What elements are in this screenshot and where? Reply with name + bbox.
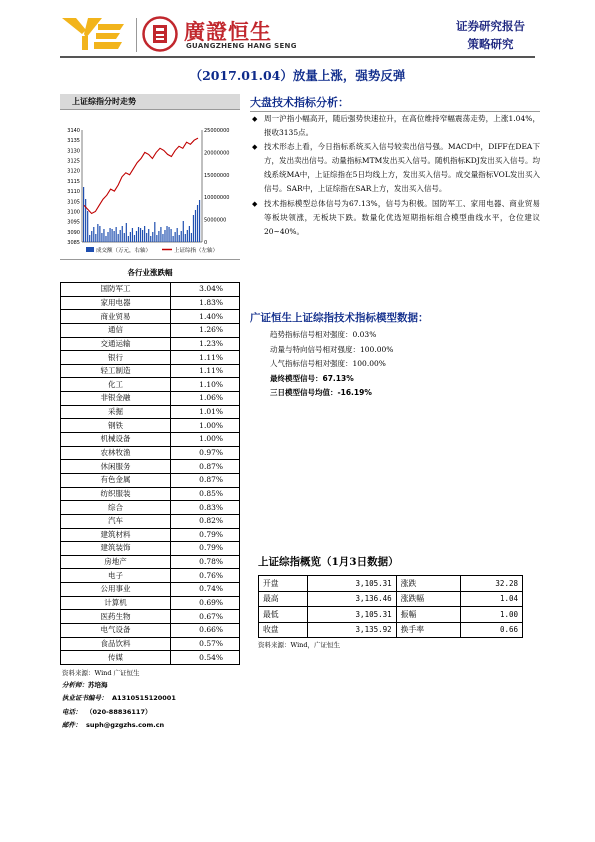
industry-name: 食品饮料	[61, 637, 171, 651]
overview-value: 32.28	[460, 576, 522, 592]
overview-value: 3,135.92	[307, 622, 396, 638]
industry-name: 计算机	[61, 596, 171, 610]
industry-change: 1.00%	[171, 419, 240, 433]
volume-bar	[126, 223, 127, 242]
industry-change: 0.83%	[171, 501, 240, 515]
industry-name: 传媒	[61, 651, 171, 665]
volume-bar	[95, 234, 96, 242]
industry-table	[60, 282, 240, 665]
industry-name: 有色金属	[61, 473, 171, 487]
industry-name: 通信	[61, 323, 171, 337]
volume-bar	[130, 232, 131, 242]
overview-value: 0.66	[460, 622, 522, 638]
email-link[interactable]: suph@gzgzhs.com.cn	[86, 721, 165, 730]
volume-bar	[111, 229, 112, 242]
industry-name: 家用电器	[61, 296, 171, 310]
industry-change: 0.79%	[171, 542, 240, 556]
overview-value: 3,105.31	[307, 576, 396, 592]
legend-volume-label: 成交额（万元，右轴）	[96, 248, 152, 254]
seal-logo-icon	[142, 16, 178, 52]
bullet-icon: ◆	[252, 115, 258, 123]
volume-bar	[164, 230, 165, 242]
industry-row	[61, 583, 240, 597]
overview-label: 开盘	[259, 576, 308, 592]
industry-change: 0.67%	[171, 610, 240, 624]
y-right-tick-label: 20000000	[204, 150, 230, 157]
industry-row	[61, 487, 240, 501]
volume-bar	[132, 228, 133, 242]
industry-row	[61, 392, 240, 406]
y-left-tick-label: 3095	[67, 219, 80, 226]
volume-bar	[85, 199, 86, 242]
y-right-tick-label: 15000000	[204, 172, 230, 179]
industry-change: 0.54%	[171, 651, 240, 665]
email-label: 邮件：	[62, 721, 82, 730]
volume-bar	[185, 234, 186, 242]
industry-change: 0.74%	[171, 583, 240, 597]
phone-number: （020-88836117）	[86, 707, 152, 716]
cert-label: 执业证书编号：	[62, 694, 108, 703]
volume-bar	[148, 229, 149, 242]
overview-table	[258, 575, 523, 638]
analysis-title: 大盘技术指标分析：	[250, 94, 540, 112]
industry-change: 0.85%	[171, 487, 240, 501]
company-name-cn: 廣證恒生	[184, 20, 272, 44]
volume-bar	[144, 226, 145, 242]
overview-label: 换手率	[396, 622, 460, 638]
industry-row	[61, 378, 240, 392]
y-left-tick-label: 3120	[67, 168, 80, 175]
overview-value: 1.00	[460, 607, 522, 623]
industry-change: 1.11%	[171, 351, 240, 365]
y-left-tick-label: 3105	[67, 199, 80, 206]
volume-bar	[99, 226, 100, 242]
analysis-text: 周一沪指小幅高开，随后强势快速拉升，在高位维持窄幅震荡走势，上涨1.04%，报收3135点。	[264, 114, 540, 138]
analysis-text: 技术形态上看，今日指标系统买入信号较卖出信号强。MACD中，DIFF在DEA下方，发出卖出信号。动量指标MTM发出买入信号。随机指标KDJ发出买入信号。均线系统MA中，上证综指在5日均线上方，发出买入信号。成交量指标VOL发出买入信号。SAR中，上证综指在SAR上方，发出买入信号。	[264, 142, 540, 194]
industry-row	[61, 405, 240, 419]
document-title: （2017.01.04）放量上涨，强势反弹	[189, 68, 406, 83]
final-signal: 最终模型信号：67.13%	[270, 373, 354, 383]
phone-line	[62, 706, 240, 720]
overview-value: 1.04	[460, 591, 522, 607]
volume-bar	[193, 215, 194, 242]
y-left-tick-label: 3115	[67, 178, 80, 185]
industry-source: 资料来源：Wind 广证恒生	[62, 668, 140, 677]
industry-row	[61, 514, 240, 528]
industry-name: 采掘	[61, 405, 171, 419]
volume-bar	[168, 227, 169, 242]
y-left-tick-label: 3140	[67, 128, 80, 134]
y-left-tick-label: 3130	[67, 148, 80, 155]
industry-change: 1.06%	[171, 392, 240, 406]
volume-bar	[116, 227, 117, 242]
volume-bar	[138, 227, 139, 242]
industry-change: 0.87%	[171, 460, 240, 474]
volume-bar	[142, 230, 143, 242]
model-title: 广证恒生上证综指技术指标模型数据：	[250, 312, 429, 324]
volume-bar	[170, 229, 171, 242]
industry-row	[61, 446, 240, 460]
volume-bar	[134, 235, 135, 242]
phone-label: 电话：	[62, 707, 82, 716]
volume-bar	[114, 231, 115, 242]
volume-bar	[181, 231, 182, 242]
overview-label: 最低	[259, 607, 308, 623]
volume-bar	[166, 226, 167, 242]
volume-bar	[124, 233, 125, 242]
industry-row	[61, 501, 240, 515]
volume-bar	[191, 233, 192, 242]
y-right-tick-label: 5000000	[204, 217, 227, 224]
overview-value: 3,136.46	[307, 591, 396, 607]
chart-panel-title: 上证综指分时走势	[60, 94, 240, 110]
industry-row	[61, 596, 240, 610]
y-right-tick-label: 0	[204, 240, 208, 246]
volume-bar	[136, 231, 137, 242]
industry-row	[61, 433, 240, 447]
industry-row	[61, 610, 240, 624]
y-right-tick-label: 10000000	[204, 195, 230, 202]
volume-bar	[173, 236, 174, 242]
volume-bar	[152, 232, 153, 242]
industry-change: 0.69%	[171, 596, 240, 610]
industry-row	[61, 460, 240, 474]
industry-change: 0.78%	[171, 555, 240, 569]
volume-bar	[97, 224, 98, 242]
page-header	[0, 0, 595, 62]
intraday-chart-svg	[60, 110, 240, 260]
overview-label: 涨跌幅	[396, 591, 460, 607]
industry-row	[61, 651, 240, 665]
industry-change: 0.82%	[171, 514, 240, 528]
industry-name: 非银金融	[61, 392, 171, 406]
contact-block	[60, 679, 240, 733]
report-type: 证券研究报告	[456, 19, 525, 33]
industry-row	[61, 351, 240, 365]
y-left-tick-label: 3135	[67, 138, 80, 145]
industry-name: 纺织服装	[61, 487, 171, 501]
analyst-label: 分析师：	[62, 680, 88, 689]
industry-row	[61, 310, 240, 324]
analysis-bullet	[250, 197, 540, 239]
industry-name: 建筑材料	[61, 528, 171, 542]
volume-bar	[87, 211, 88, 242]
industry-name: 化工	[61, 378, 171, 392]
bullet-icon: ◆	[252, 143, 258, 152]
industry-row	[61, 569, 240, 583]
volume-bar	[107, 232, 108, 242]
volume-bar	[150, 236, 151, 242]
industry-name: 电气设备	[61, 624, 171, 638]
index-price-line	[84, 138, 198, 213]
industry-name: 交通运输	[61, 337, 171, 351]
overview-value: 3,105.31	[307, 607, 396, 623]
three-day-average: 三日模型信号均值：-16.19%	[270, 388, 372, 397]
volume-bar	[156, 235, 157, 242]
analysis-bullet	[250, 140, 540, 196]
industry-name: 商业贸易	[61, 310, 171, 324]
industry-name: 电子	[61, 569, 171, 583]
industry-name: 国防军工	[61, 283, 171, 297]
industry-change: 0.97%	[171, 446, 240, 460]
overview-label: 振幅	[396, 607, 460, 623]
y-left-tick-label: 3100	[67, 209, 80, 216]
volume-bar	[162, 234, 163, 242]
legend-index-label: 上证综指（左轴）	[174, 248, 219, 254]
volume-bar	[189, 226, 190, 242]
industry-change: 0.87%	[171, 473, 240, 487]
volume-bar	[93, 227, 94, 242]
report-type-block	[456, 17, 525, 53]
industry-name: 钢铁	[61, 419, 171, 433]
industry-name: 轻工制造	[61, 364, 171, 378]
industry-change: 0.79%	[171, 528, 240, 542]
volume-bar	[83, 187, 84, 242]
model-line: 趋势指标信号相对强度：0.03%	[270, 330, 377, 339]
industry-name: 机械设备	[61, 433, 171, 447]
report-subtype: 策略研究	[467, 37, 514, 51]
industry-title: 各行业涨跌幅	[127, 268, 173, 277]
volume-bar	[183, 221, 184, 242]
volume-bar	[146, 233, 147, 242]
model-line: 人气指标信号相对强度：100.00%	[270, 359, 386, 368]
volume-bar	[118, 234, 119, 242]
industry-row	[61, 364, 240, 378]
volume-bar	[89, 235, 90, 242]
model-section	[250, 310, 520, 401]
industry-name: 银行	[61, 351, 171, 365]
industry-change: 1.26%	[171, 323, 240, 337]
volume-bar	[122, 226, 123, 242]
industry-name: 医药生物	[61, 610, 171, 624]
industry-row	[61, 473, 240, 487]
overview-label: 涨跌	[396, 576, 460, 592]
right-column	[250, 94, 540, 239]
volume-bar	[140, 228, 141, 242]
y-left-tick-label: 3090	[67, 229, 80, 236]
industry-name: 建筑装饰	[61, 542, 171, 556]
industry-name: 农林牧渔	[61, 446, 171, 460]
overview-label: 收盘	[259, 622, 308, 638]
volume-bar	[160, 227, 161, 242]
volume-bar	[179, 235, 180, 242]
company-name-en: GUANGZHENG HANG SENG	[186, 42, 297, 50]
industry-row	[61, 555, 240, 569]
analysis-text: 技术指标模型总体信号为67.13%，信号为积极。国防军工、家用电器、商业贸易等板块领涨，无板块下跌。数量化优选短期指标组合模型曲线水平，仓位建议20~40%。	[264, 198, 540, 236]
model-line: 动量与特向信号相对强度：100.00%	[270, 344, 394, 354]
industry-row	[61, 296, 240, 310]
industry-row	[61, 542, 240, 556]
industry-name: 公用事业	[61, 583, 171, 597]
industry-name: 房地产	[61, 555, 171, 569]
industry-change: 0.66%	[171, 624, 240, 638]
overview-row	[259, 591, 523, 607]
y-left-tick-label: 3110	[67, 189, 80, 196]
industry-row	[61, 283, 240, 297]
left-column	[60, 94, 240, 733]
industry-change: 1.00%	[171, 433, 240, 447]
header-rule	[60, 56, 535, 58]
cert-number: A1310515120001	[112, 694, 176, 703]
industry-change: 1.11%	[171, 364, 240, 378]
overview-title: 上证综指概览（1月3日数据）	[258, 556, 399, 568]
overview-row	[259, 607, 523, 623]
analyst-line	[62, 679, 240, 693]
y-left-tick-label: 3085	[67, 240, 80, 246]
industry-name: 综合	[61, 501, 171, 515]
ye-logo-icon	[62, 16, 126, 52]
volume-bar	[187, 230, 188, 242]
industry-change: 1.40%	[171, 310, 240, 324]
logo-divider	[136, 18, 137, 52]
bullet-icon: ◆	[252, 199, 258, 208]
analyst-name: 苏培海	[88, 680, 108, 689]
industry-change: 0.57%	[171, 637, 240, 651]
industry-change: 1.83%	[171, 296, 240, 310]
volume-bar	[154, 222, 155, 242]
cert-line	[62, 692, 240, 706]
industry-change: 3.04%	[171, 283, 240, 297]
industry-name: 休闲服务	[61, 460, 171, 474]
legend-volume-swatch	[86, 247, 94, 252]
industry-change: 1.23%	[171, 337, 240, 351]
industry-row	[61, 419, 240, 433]
y-left-tick-label: 3125	[67, 158, 80, 165]
analysis-bullet	[250, 112, 540, 140]
volume-bar	[158, 231, 159, 242]
volume-bar	[101, 233, 102, 242]
industry-name: 汽车	[61, 514, 171, 528]
volume-bar	[177, 228, 178, 242]
overview-source: 资料来源：Wind，广证恒生	[258, 641, 340, 649]
volume-bar	[91, 231, 92, 242]
industry-row	[61, 337, 240, 351]
overview-row	[259, 576, 523, 592]
volume-bar	[199, 200, 200, 242]
volume-bar	[105, 236, 106, 242]
industry-row	[61, 323, 240, 337]
volume-bar	[120, 230, 121, 242]
industry-row	[61, 528, 240, 542]
overview-row	[259, 622, 523, 638]
y-right-tick-label: 25000000	[204, 128, 230, 134]
volume-bar	[175, 232, 176, 242]
industry-row	[61, 637, 240, 651]
volume-bar	[128, 236, 129, 242]
volume-bar	[109, 228, 110, 242]
industry-change: 0.76%	[171, 569, 240, 583]
industry-change: 1.10%	[171, 378, 240, 392]
overview-label: 最高	[259, 591, 308, 607]
email-line	[62, 719, 240, 733]
volume-bar	[197, 205, 198, 242]
volume-bar	[195, 210, 196, 242]
overview-section	[258, 554, 523, 649]
industry-row	[61, 624, 240, 638]
industry-change: 1.01%	[171, 405, 240, 419]
intraday-chart	[60, 110, 240, 260]
volume-bar	[103, 229, 104, 242]
